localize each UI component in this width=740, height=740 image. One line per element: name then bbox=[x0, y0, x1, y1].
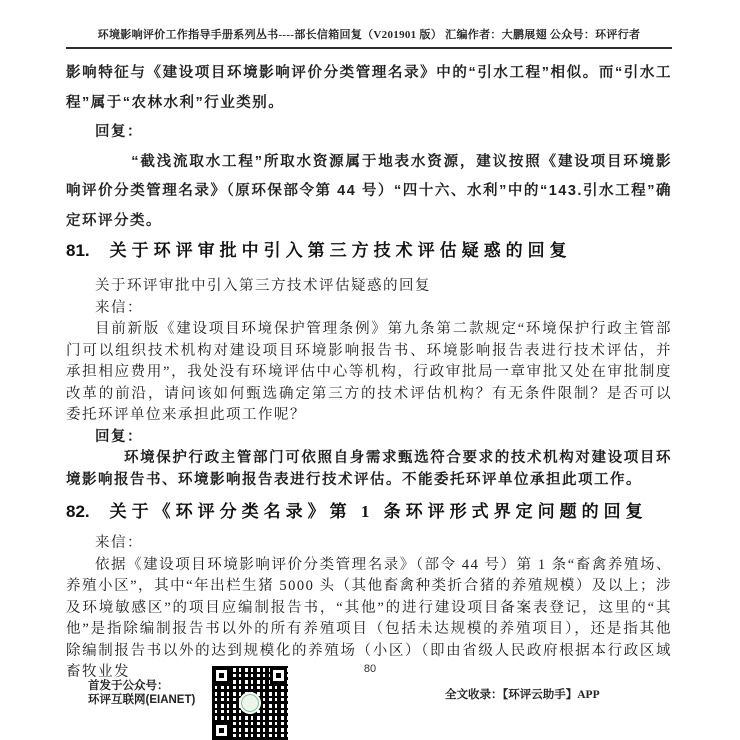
page-header: 环境影响评价工作指导手册系列丛书----部长信箱回复（V201901 版） 汇编作者：大鹏展翅 公众号：环评行者 bbox=[66, 0, 672, 49]
eianet-logo-icon bbox=[239, 692, 261, 714]
footer-app-note: 全文收录：【环评云助手】APP bbox=[445, 689, 600, 701]
body-paragraph: 影响特征与《建设项目环境影响评价分类管理名录》中的“引水工程”相似。而“引水工程”属于“农林水利”行业类别。 bbox=[66, 65, 672, 111]
section-80-continuation bbox=[66, 59, 672, 236]
qr-finder-icon bbox=[213, 722, 230, 739]
reply-paragraph: “截浅流取水工程”所取水资源属于地表水资源，建议按照《建设项目环境影响评价分类管理名录》（原环保部令第 44 号）“四十六、水利”中的“143.引水工程”确定环评分类。 bbox=[66, 153, 672, 229]
qr-finder-icon bbox=[213, 667, 230, 684]
section-82-heading bbox=[66, 499, 672, 525]
letter-paragraph: 目前新版《建设项目环境保护管理条例》第九条第二款规定“环境保护行政主管部门可以组织技术机构对建设项目环境影响报告书、环境影响报告表进行技术评估，并承担相应费用”，我处没有环境评估中心等机构，行政审批局一章审批又处在审批制度改革的前沿，请问该如何甄选确定第三方的技术评估机构？有无条件限制？是否可以委托环评单位来承担此项工作呢？ bbox=[66, 321, 672, 423]
qr-code-icon bbox=[212, 666, 288, 740]
qr-finder-icon bbox=[270, 667, 287, 684]
section-number: 82. bbox=[66, 502, 90, 521]
letter-label: 来信： bbox=[95, 299, 143, 316]
reply-label: 回复： bbox=[95, 124, 143, 140]
section-title: 关于《环评分类名录》第 1 条环评形式界定问题的回复 bbox=[109, 502, 648, 521]
section-subtitle: 关于环评审批中引入第三方技术评估疑惑的回复 bbox=[95, 278, 431, 294]
page-number: 80 bbox=[363, 663, 377, 675]
letter-label: 来信： bbox=[95, 535, 143, 551]
section-81-body bbox=[66, 276, 672, 491]
footer-publisher bbox=[88, 679, 195, 707]
page-content bbox=[66, 0, 672, 684]
footer-publisher-line1: 首发于公众号： bbox=[88, 680, 169, 692]
footer-publisher-line2: 环评互联网(EIANET) bbox=[88, 694, 196, 706]
section-number: 81. bbox=[66, 241, 90, 260]
reply-label: 回复： bbox=[95, 428, 143, 445]
reply-paragraph: 环境保护行政主管部门可依照自身需求甄选符合要求的技术机构对建设项目环境影响报告书、环境影响报告表进行技术评估。不能委托环评单位承担此项工作。 bbox=[66, 450, 672, 488]
section-81-heading bbox=[66, 238, 672, 264]
letter-paragraph: 依据《建设项目环境影响评价分类管理名录》（部令 44 号）第 1 条“畜禽养殖场、养殖小区”，其中“年出栏生猪 5000 头（其他畜禽种类折合猪的养殖规模）及以上；涉及环境敏感区”的项目应编制报告书，“其他”的进行建设项目备案表登记，这里的“其他”是指除编制报告书以外的所有养殖项目（包括未达规模的养殖项目），还是指其他除编制报告书以外的达到规模化的养殖场（小区）（即由省级人民政府根据本行政区域畜牧业发 bbox=[66, 556, 672, 680]
section-title: 关于环评审批中引入第三方技术评估疑惑的回复 bbox=[109, 241, 572, 260]
section-82-body bbox=[66, 533, 672, 684]
